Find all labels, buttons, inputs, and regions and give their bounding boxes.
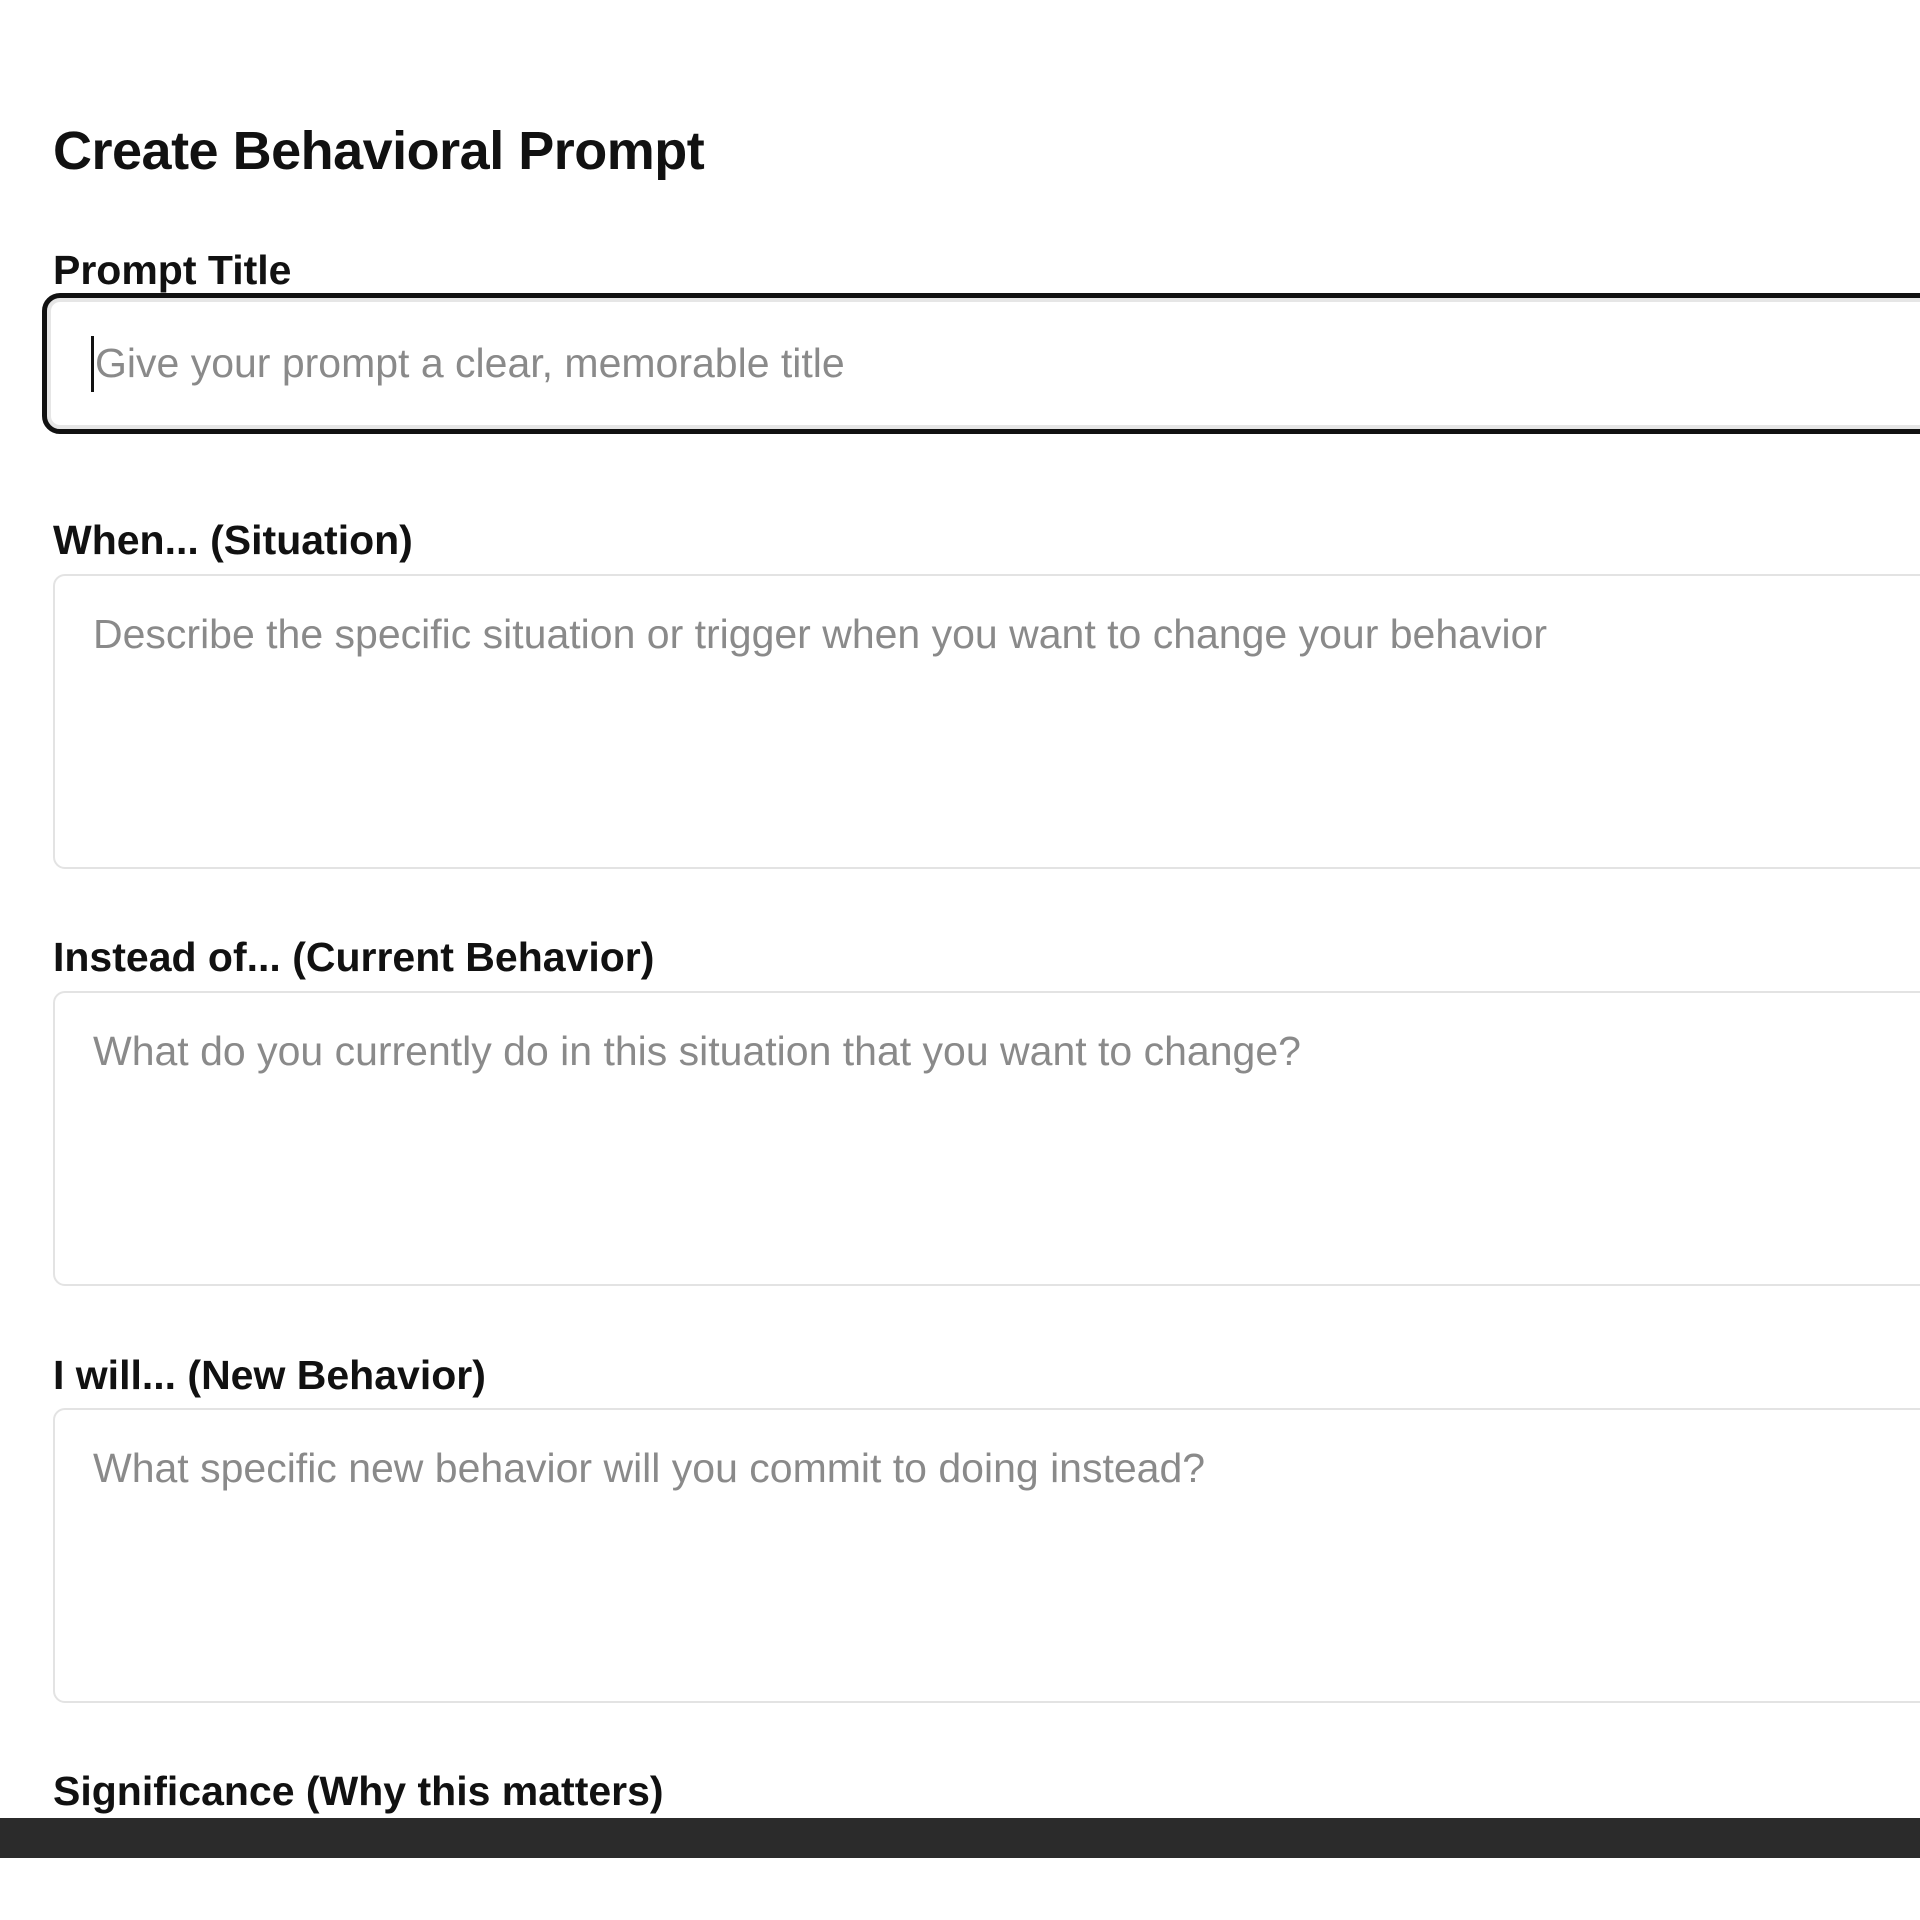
page-title: Create Behavioral Prompt — [53, 121, 705, 181]
horizontal-scrollbar[interactable] — [0, 1818, 1920, 1858]
new-behavior-label: I will... (New Behavior) — [53, 1352, 486, 1398]
new-behavior-textarea[interactable] — [53, 1408, 1920, 1703]
situation-textarea[interactable] — [53, 574, 1920, 869]
prompt-title-input[interactable] — [42, 293, 1920, 434]
current-behavior-label: Instead of... (Current Behavior) — [53, 934, 655, 980]
current-behavior-textarea[interactable] — [53, 991, 1920, 1286]
prompt-title-label: Prompt Title — [53, 247, 292, 293]
text-caret — [91, 336, 94, 392]
situation-label: When... (Situation) — [53, 517, 413, 563]
significance-label: Significance (Why this matters) — [53, 1768, 664, 1814]
